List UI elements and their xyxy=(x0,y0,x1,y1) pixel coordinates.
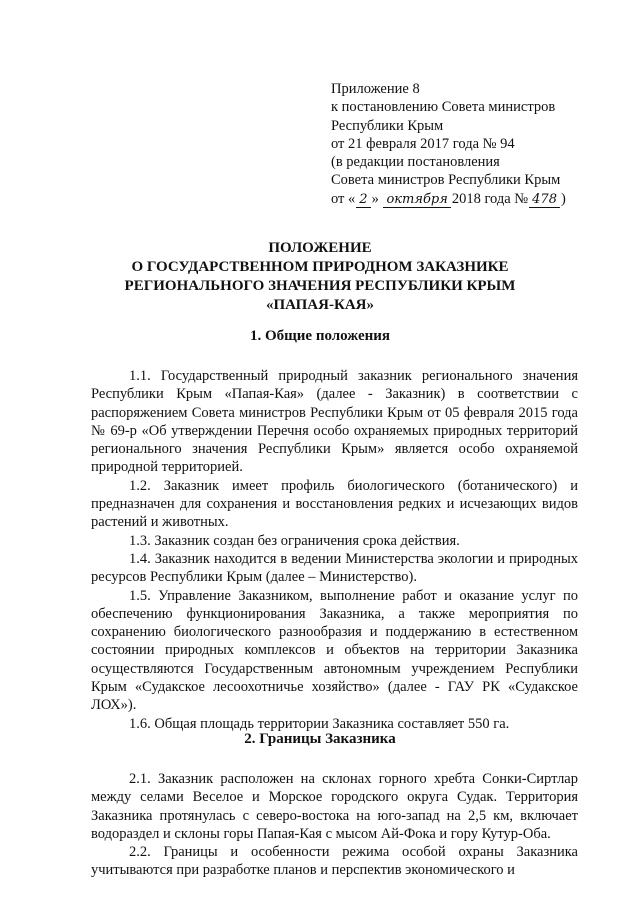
handwritten-month: октября xyxy=(383,192,450,208)
date-suffix: ) xyxy=(560,190,566,207)
appendix-line-2: к постановлению Совета министров xyxy=(331,99,556,116)
paragraph-1-2: 1.2. Заказник имеет профиль биологического (ботанического) и предназначен для сохранения и восстановления редких и исчезающих видов растений и животных. xyxy=(91,477,578,531)
appendix-line-5: (в редакции постановления xyxy=(331,154,500,171)
appendix-line-6: Совета министров Республики Крым xyxy=(331,172,561,189)
paragraph-1-5: 1.5. Управление Заказником, выполнение работ и оказание услуг по обеспечению функционирования Заказника, а также мероприятия по сохранению биологического разнообразия и поддержанию в естественном состоянии природных комплексов и объектов на территории Заказника осуществляются Государственным автономным учреждением Республики Крым «Судакское лесоохотничье хозяйство» (далее - ГАУ РК «Судакское ЛОХ»). xyxy=(91,587,578,714)
section-2-heading: 2. Границы Заказника xyxy=(244,731,396,747)
section-2-body xyxy=(91,770,578,880)
document-title xyxy=(40,239,600,315)
paragraph-1-1: 1.1. Государственный природный заказник регионального значения Республики Крым «Папая-Кая» (далее - Заказник) в соответствии с распоряжением Совета министров Республики Крым от 05 февраля 2015 года № 69-р «Об утверждении Перечня особо охраняемых природных территорий регионального значения Республики Крым» является особо охраняемой природной территорией. xyxy=(91,368,578,476)
appendix-line-4: от 21 февраля 2017 года № 94 xyxy=(331,135,515,152)
paragraph-2-1: 2.1. Заказник расположен на склонах горного хребта Сонки-Сиртлар между селами Веселое и Морское городского округа Судак. Территория Заказника протянулась с северо-востока на юго-запад на 2,5 км, включает водораздел и склоны горы Папая-Кая с мысом Ай-Фока и гору Кутур-Оба. xyxy=(91,771,578,842)
date-prefix: от « xyxy=(331,190,356,207)
title-line-2: О ГОСУДАРСТВЕННОМ ПРИРОДНОМ ЗАКАЗНИКЕ xyxy=(131,259,509,275)
title-line-3: РЕГИОНАЛЬНОГО ЗНАЧЕНИЯ РЕСПУБЛИКИ КРЫМ xyxy=(124,278,516,294)
appendix-line-7 xyxy=(331,190,631,208)
handwritten-number: 478 xyxy=(529,192,560,208)
title-line-4: «ПАПАЯ-КАЯ» xyxy=(266,297,374,313)
handwritten-day: 2 xyxy=(356,192,370,208)
date-year: 2018 года № xyxy=(451,190,529,207)
appendix-line-3: Республики Крым xyxy=(331,117,444,134)
section-1-body xyxy=(91,367,578,733)
paragraph-1-6: 1.6. Общая площадь территории Заказника составляет 550 га. xyxy=(129,715,510,732)
date-mid: » xyxy=(371,190,379,207)
appendix-block xyxy=(331,80,631,208)
appendix-line-1: Приложение 8 xyxy=(331,81,420,97)
paragraph-1-3: 1.3. Заказник создан без ограничения срока действия. xyxy=(129,532,460,549)
section-1-heading: 1. Общие положения xyxy=(249,328,391,344)
paragraph-1-4: 1.4. Заказник находится в ведении Министерства экологии и природных ресурсов Республики Крым (далее – Министерство). xyxy=(91,550,578,586)
paragraph-2-2: 2.2. Границы и особенности режима особой охраны Заказника учитываются при разработке планов и перспектив экономического и xyxy=(91,844,578,879)
title-line-1: ПОЛОЖЕНИЕ xyxy=(268,240,372,256)
